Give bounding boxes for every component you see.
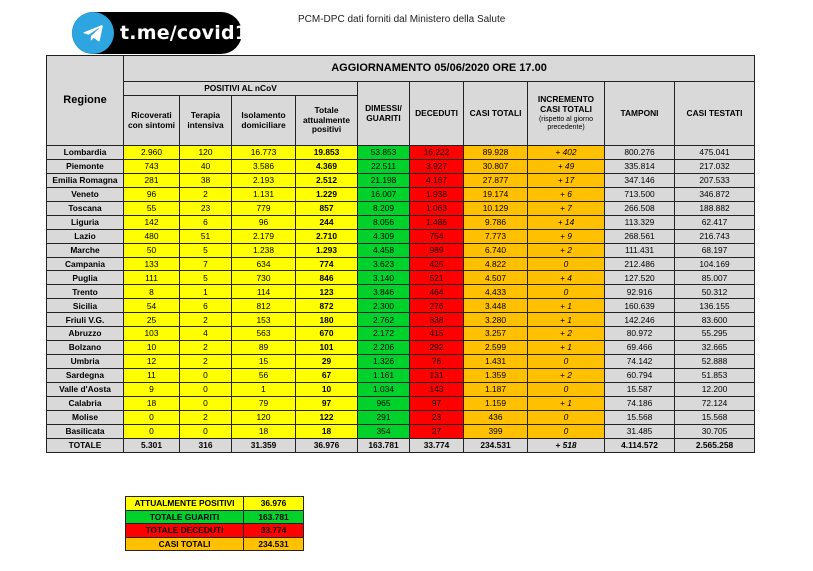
deceduti-cell: 521 [410,271,464,285]
table-row [47,159,755,173]
incremento-cell: + 1 [528,313,605,327]
casi-testati-cell: 12.200 [675,382,755,396]
dimessi-cell: 1.326 [358,355,410,369]
casi-totali-cell: 89.928 [464,146,528,160]
summary-value: 33.774 [244,524,304,538]
tamponi-cell: 113.329 [605,215,675,229]
tamponi-cell: 713.500 [605,187,675,201]
ricoverati-cell: 142 [124,215,180,229]
casi-totali-cell: 30.807 [464,159,528,173]
dimessi-cell: 2.300 [358,299,410,313]
channel-link: t.me/covid19 [120,22,262,44]
totale-positivi-cell: 101 [296,341,358,355]
ricoverati-cell: 9 [124,382,180,396]
header-positivi-group: POSITIVI AL nCoV [124,82,358,96]
incremento-cell: + 7 [528,201,605,215]
region-name: Lombardia [47,146,124,160]
header-casi-totali: CASI TOTALI [464,82,528,146]
tamponi-cell: 74.186 [605,396,675,410]
ricoverati-cell: 55 [124,201,180,215]
tamponi-cell: 15.587 [605,382,675,396]
casi-totali-cell: 4.822 [464,257,528,271]
terapia-cell: 2 [180,187,232,201]
isolamento-cell: 120 [232,410,296,424]
deceduti-cell: 4.167 [410,173,464,187]
region-name: Valle d'Aosta [47,382,124,396]
casi-totali-cell: 3.280 [464,313,528,327]
table-row [47,215,755,229]
terapia-cell: 1 [180,285,232,299]
casi-testati-cell: 346.872 [675,187,755,201]
totale-positivi-cell: 122 [296,410,358,424]
totale-positivi-cell: 2.512 [296,173,358,187]
tamponi-cell: 266.508 [605,201,675,215]
totale-positivi-cell: 4.369 [296,159,358,173]
header-incremento-label: INCREMENTO CASI TOTALI [537,94,595,114]
isolamento-cell: 15 [232,355,296,369]
incremento-cell: + 49 [528,159,605,173]
casi-totali-cell: 1.359 [464,369,528,383]
terapia-cell: 38 [180,173,232,187]
casi-totali-cell: 2.599 [464,341,528,355]
ricoverati-cell: 103 [124,327,180,341]
isolamento-cell: 2.193 [232,173,296,187]
region-name: Bolzano [47,341,124,355]
casi-totali-cell: 3.448 [464,299,528,313]
tamponi-cell: 347.146 [605,173,675,187]
totale-positivi-cell: 97 [296,396,358,410]
tamponi-cell: 160.639 [605,299,675,313]
ricoverati-cell: 18 [124,396,180,410]
dimessi-cell: 2.206 [358,341,410,355]
region-name: Molise [47,410,124,424]
casi-testati-cell: 217.032 [675,159,755,173]
incremento-cell: + 2 [528,243,605,257]
total-isolamento-cell: 31.359 [232,438,296,452]
regional-data-table [46,55,755,453]
summary-value: 234.531 [244,537,304,551]
tamponi-cell: 142.246 [605,313,675,327]
deceduti-cell: 3.927 [410,159,464,173]
deceduti-cell: 1.063 [410,201,464,215]
deceduti-cell: 1.486 [410,215,464,229]
table-row [47,313,755,327]
tamponi-cell: 111.431 [605,243,675,257]
incremento-cell: + 14 [528,215,605,229]
tamponi-cell: 31.485 [605,424,675,438]
region-name: Marche [47,243,124,257]
table-row [47,369,755,383]
totale-positivi-cell: 2.710 [296,229,358,243]
terapia-cell: 0 [180,369,232,383]
table-row [47,271,755,285]
ricoverati-cell: 743 [124,159,180,173]
header-isolamento: Isolamento domiciliare [232,96,296,146]
isolamento-cell: 16.773 [232,146,296,160]
tamponi-cell: 15.568 [605,410,675,424]
header-incremento-note: (rispetto al giorno precedente) [538,116,594,132]
incremento-cell: 0 [528,355,605,369]
terapia-cell: 6 [180,215,232,229]
header-deceduti: DECEDUTI [410,82,464,146]
region-name: Toscana [47,201,124,215]
region-name: Emilia Romagna [47,173,124,187]
summary-row [126,510,304,524]
ricoverati-cell: 11 [124,369,180,383]
incremento-cell: + 1 [528,396,605,410]
region-name: Trento [47,285,124,299]
totale-positivi-cell: 846 [296,271,358,285]
isolamento-cell: 96 [232,215,296,229]
deceduti-cell: 16.222 [410,146,464,160]
isolamento-cell: 79 [232,396,296,410]
terapia-cell: 23 [180,201,232,215]
casi-totali-cell: 19.174 [464,187,528,201]
dimessi-cell: 53.853 [358,146,410,160]
ricoverati-cell: 0 [124,410,180,424]
deceduti-cell: 76 [410,355,464,369]
deceduti-cell: 27 [410,424,464,438]
total-label: TOTALE [47,438,124,452]
casi-totali-cell: 399 [464,424,528,438]
summary-value: 36.976 [244,497,304,511]
terapia-cell: 0 [180,396,232,410]
terapia-cell: 40 [180,159,232,173]
incremento-cell: 0 [528,257,605,271]
header-incremento [528,82,605,146]
header-totale-positivi: Totale attualmente positivi [296,96,358,146]
casi-testati-cell: 207.533 [675,173,755,187]
total-casi-testati-cell: 2.565.258 [675,438,755,452]
ricoverati-cell: 8 [124,285,180,299]
region-name: Sardegna [47,369,124,383]
ricoverati-cell: 10 [124,341,180,355]
summary-value: 163.781 [244,510,304,524]
incremento-cell: + 1 [528,341,605,355]
table-row [47,229,755,243]
table-row [47,243,755,257]
isolamento-cell: 1.131 [232,187,296,201]
casi-testati-cell: 188.882 [675,201,755,215]
table-row [47,201,755,215]
terapia-cell: 5 [180,271,232,285]
casi-totali-cell: 3.257 [464,327,528,341]
totale-positivi-cell: 670 [296,327,358,341]
dimessi-cell: 2.172 [358,327,410,341]
casi-testati-cell: 55.295 [675,327,755,341]
casi-testati-cell: 83.600 [675,313,755,327]
tamponi-cell: 268.561 [605,229,675,243]
dimessi-cell: 8.056 [358,215,410,229]
ricoverati-cell: 111 [124,271,180,285]
casi-totali-cell: 1.431 [464,355,528,369]
totale-positivi-cell: 1.293 [296,243,358,257]
terapia-cell: 0 [180,424,232,438]
totale-positivi-cell: 123 [296,285,358,299]
incremento-cell: + 2 [528,369,605,383]
deceduti-cell: 292 [410,341,464,355]
terapia-cell: 4 [180,327,232,341]
casi-testati-cell: 51.853 [675,369,755,383]
ricoverati-cell: 281 [124,173,180,187]
totale-positivi-cell: 18 [296,424,358,438]
terapia-cell: 2 [180,410,232,424]
casi-testati-cell: 50.312 [675,285,755,299]
region-name: Lazio [47,229,124,243]
terapia-cell: 6 [180,299,232,313]
terapia-cell: 5 [180,243,232,257]
region-name: Basilicata [47,424,124,438]
header-ricoverati: Ricoverati con sintomi [124,96,180,146]
ricoverati-cell: 2.960 [124,146,180,160]
totale-positivi-cell: 29 [296,355,358,369]
casi-totali-cell: 1.187 [464,382,528,396]
tamponi-cell: 212.486 [605,257,675,271]
dimessi-cell: 354 [358,424,410,438]
isolamento-cell: 634 [232,257,296,271]
tamponi-cell: 74.142 [605,355,675,369]
ricoverati-cell: 50 [124,243,180,257]
table-row [47,410,755,424]
totale-positivi-cell: 872 [296,299,358,313]
header-tamponi: TAMPONI [605,82,675,146]
region-name: Campania [47,257,124,271]
dimessi-cell: 3.846 [358,285,410,299]
region-name: Calabria [47,396,124,410]
casi-totali-cell: 1.159 [464,396,528,410]
terapia-cell: 2 [180,355,232,369]
dimessi-cell: 291 [358,410,410,424]
summary-label: TOTALE GUARITI [126,510,244,524]
region-name: Umbria [47,355,124,369]
total-ricoverati-cell: 5.301 [124,438,180,452]
casi-totali-cell: 27.877 [464,173,528,187]
dimessi-cell: 22.511 [358,159,410,173]
dimessi-cell: 4.309 [358,229,410,243]
region-name: Puglia [47,271,124,285]
casi-testati-cell: 72.124 [675,396,755,410]
region-name: Piemonte [47,159,124,173]
summary-label: TOTALE DECEDUTI [126,524,244,538]
dimessi-cell: 21.198 [358,173,410,187]
source-note: PCM-DPC dati forniti dal Ministero della Salute [298,14,506,25]
incremento-cell: 0 [528,285,605,299]
totale-positivi-cell: 19.853 [296,146,358,160]
table-row [47,341,755,355]
casi-totali-cell: 4.507 [464,271,528,285]
casi-testati-cell: 15.568 [675,410,755,424]
incremento-cell: 0 [528,410,605,424]
total-terapia-cell: 316 [180,438,232,452]
isolamento-cell: 114 [232,285,296,299]
isolamento-cell: 89 [232,341,296,355]
ricoverati-cell: 480 [124,229,180,243]
table-row [47,285,755,299]
dimessi-cell: 3.623 [358,257,410,271]
deceduti-cell: 415 [410,327,464,341]
ricoverati-cell: 25 [124,313,180,327]
summary-row [126,497,304,511]
deceduti-cell: 754 [410,229,464,243]
total-deceduti-cell: 33.774 [410,438,464,452]
casi-testati-cell: 30.705 [675,424,755,438]
summary-label: CASI TOTALI [126,537,244,551]
deceduti-cell: 338 [410,313,464,327]
incremento-cell: + 4 [528,271,605,285]
totale-positivi-cell: 180 [296,313,358,327]
tamponi-cell: 127.520 [605,271,675,285]
ricoverati-cell: 133 [124,257,180,271]
terapia-cell: 7 [180,257,232,271]
casi-testati-cell: 32.665 [675,341,755,355]
dimessi-cell: 8.209 [358,201,410,215]
incremento-cell: 0 [528,382,605,396]
casi-testati-cell: 52.888 [675,355,755,369]
header-casi-testati: CASI TESTATI [675,82,755,146]
table-row [47,327,755,341]
isolamento-cell: 1 [232,382,296,396]
isolamento-cell: 56 [232,369,296,383]
dimessi-cell: 965 [358,396,410,410]
summary-label: ATTUALMENTE POSITIVI [126,497,244,511]
isolamento-cell: 730 [232,271,296,285]
table-row [47,146,755,160]
header-terapia: Terapia intensiva [180,96,232,146]
dimessi-cell: 1.034 [358,382,410,396]
incremento-cell: + 1 [528,299,605,313]
tamponi-cell: 92.916 [605,285,675,299]
totale-positivi-cell: 10 [296,382,358,396]
ricoverati-cell: 96 [124,187,180,201]
dimessi-cell: 3.140 [358,271,410,285]
incremento-cell: + 402 [528,146,605,160]
isolamento-cell: 153 [232,313,296,327]
summary-row [126,537,304,551]
table-row [47,355,755,369]
casi-totali-cell: 436 [464,410,528,424]
isolamento-cell: 1.238 [232,243,296,257]
casi-testati-cell: 68.197 [675,243,755,257]
casi-testati-cell: 62.417 [675,215,755,229]
casi-testati-cell: 136.155 [675,299,755,313]
casi-testati-cell: 104.169 [675,257,755,271]
telegram-channel-badge[interactable] [72,12,262,54]
summary-row [126,524,304,538]
region-name: Veneto [47,187,124,201]
ricoverati-cell: 0 [124,424,180,438]
totale-positivi-cell: 1.229 [296,187,358,201]
casi-totali-cell: 10.129 [464,201,528,215]
total-row [47,438,755,452]
deceduti-cell: 97 [410,396,464,410]
isolamento-cell: 3.586 [232,159,296,173]
totale-positivi-cell: 857 [296,201,358,215]
deceduti-cell: 276 [410,299,464,313]
casi-totali-cell: 4.433 [464,285,528,299]
table-row [47,173,755,187]
deceduti-cell: 131 [410,369,464,383]
terapia-cell: 2 [180,313,232,327]
incremento-cell: + 9 [528,229,605,243]
isolamento-cell: 779 [232,201,296,215]
casi-testati-cell: 216.743 [675,229,755,243]
terapia-cell: 120 [180,146,232,160]
casi-testati-cell: 85.007 [675,271,755,285]
region-name: Sicilia [47,299,124,313]
table-row [47,424,755,438]
tamponi-cell: 69.466 [605,341,675,355]
incremento-cell: 0 [528,424,605,438]
dimessi-cell: 4.458 [358,243,410,257]
deceduti-cell: 23 [410,410,464,424]
deceduti-cell: 1.938 [410,187,464,201]
deceduti-cell: 143 [410,382,464,396]
table-row [47,187,755,201]
casi-totali-cell: 9.786 [464,215,528,229]
incremento-cell: + 17 [528,173,605,187]
isolamento-cell: 812 [232,299,296,313]
table-row [47,382,755,396]
total-incremento-cell: + 518 [528,438,605,452]
terapia-cell: 2 [180,341,232,355]
region-name: Abruzzo [47,327,124,341]
tamponi-cell: 335.814 [605,159,675,173]
casi-totali-cell: 6.740 [464,243,528,257]
summary-table [125,496,304,551]
total-dimessi-cell: 163.781 [358,438,410,452]
dimessi-cell: 2.762 [358,313,410,327]
isolamento-cell: 2.179 [232,229,296,243]
isolamento-cell: 563 [232,327,296,341]
tamponi-cell: 60.794 [605,369,675,383]
ricoverati-cell: 54 [124,299,180,313]
total-casi-totali-cell: 234.531 [464,438,528,452]
incremento-cell: + 2 [528,327,605,341]
region-name: Liguria [47,215,124,229]
total-tamponi-cell: 4.114.572 [605,438,675,452]
tamponi-cell: 80.972 [605,327,675,341]
casi-testati-cell: 475.041 [675,146,755,160]
terapia-cell: 0 [180,382,232,396]
dimessi-cell: 1.161 [358,369,410,383]
telegram-icon [72,12,114,54]
region-name: Friuli V.G. [47,313,124,327]
header-dimessi: DIMESSI/ GUARITI [358,82,410,146]
table-row [47,396,755,410]
isolamento-cell: 18 [232,424,296,438]
dimessi-cell: 16.007 [358,187,410,201]
deceduti-cell: 989 [410,243,464,257]
incremento-cell: + 6 [528,187,605,201]
totale-positivi-cell: 244 [296,215,358,229]
casi-totali-cell: 7.773 [464,229,528,243]
totale-positivi-cell: 774 [296,257,358,271]
totale-positivi-cell: 67 [296,369,358,383]
tamponi-cell: 800.276 [605,146,675,160]
terapia-cell: 51 [180,229,232,243]
deceduti-cell: 464 [410,285,464,299]
table-row [47,299,755,313]
ricoverati-cell: 12 [124,355,180,369]
header-regione: Regione [47,56,124,146]
deceduti-cell: 425 [410,257,464,271]
table-row [47,257,755,271]
table-title: AGGIORNAMENTO 05/06/2020 ORE 17.00 [124,56,755,82]
total-totale-positivi-cell: 36.976 [296,438,358,452]
